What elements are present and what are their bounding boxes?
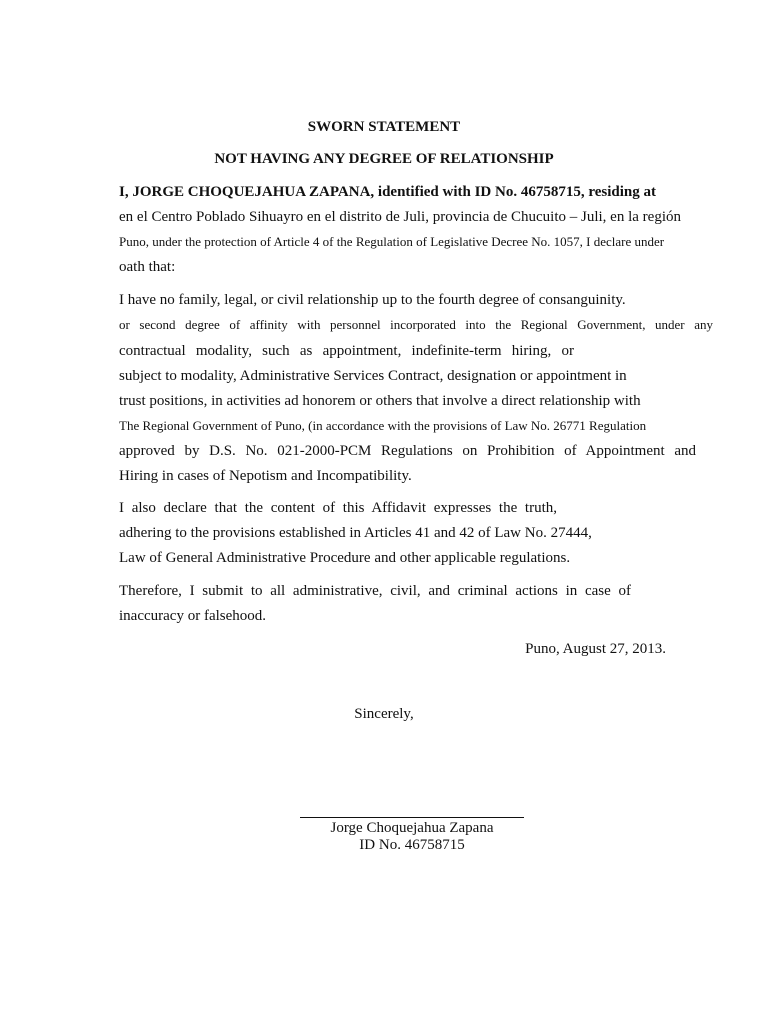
- signature-line: [300, 817, 524, 818]
- document-subtitle: NOT HAVING ANY DEGREE OF RELATIONSHIP: [214, 151, 554, 167]
- paragraph2-line-3: Law of General Administrative Procedure and other applicable regulations.: [119, 550, 571, 566]
- paragraph1-line-2: or second degree of affinity with personnel incorporated into the Regional Government, under any: [119, 317, 713, 332]
- document-title: SWORN STATEMENT: [307, 119, 461, 135]
- intro-line-3: Puno, under the protection of Article 4 of the Regulation of Legislative Decree No. 1057, I declare under: [119, 234, 665, 249]
- closing-salutation: Sincerely,: [354, 706, 414, 722]
- intro-line-1: I, JORGE CHOQUEJAHUA ZAPANA, identified with ID No. 46758715, residing at: [119, 184, 656, 200]
- paragraph2-line-1: I also declare that the content of this Affidavit expresses the truth,: [119, 500, 557, 516]
- paragraph1-line-1: I have no family, legal, or civil relationship up to the fourth degree of consanguinity.: [119, 292, 626, 308]
- paragraph3-line-2: inaccuracy or falsehood.: [119, 608, 267, 624]
- paragraph1-line-5: trust positions, in activities ad honorem or others that involve a direct relationship with: [119, 393, 641, 409]
- paragraph2-line-2: adhering to the provisions established in Articles 41 and 42 of Law No. 27444,: [119, 525, 592, 541]
- signatory-name: Jorge Choquejahua Zapana: [330, 820, 494, 836]
- paragraph1-line-3: contractual modality, such as appointment, indefinite-term hiring, or: [119, 343, 574, 359]
- place-and-date: Puno, August 27, 2013.: [525, 641, 666, 657]
- paragraph1-line-8: Hiring in cases of Nepotism and Incompatibility.: [119, 468, 412, 484]
- intro-line-4: oath that:: [119, 259, 176, 275]
- paragraph3-line-1: Therefore, I submit to all administrative, civil, and criminal actions in case of: [119, 583, 631, 599]
- paragraph1-line-4: subject to modality, Administrative Services Contract, designation or appointment in: [119, 368, 627, 384]
- intro-line-2: en el Centro Poblado Sihuayro en el distrito de Juli, provincia de Chucuito – Juli, en la región: [119, 209, 681, 225]
- paragraph1-line-7: approved by D.S. No. 021-2000-PCM Regulations on Prohibition of Appointment and: [119, 443, 696, 459]
- signatory-id: ID No. 46758715: [359, 837, 465, 853]
- paragraph1-line-6: The Regional Government of Puno, (in accordance with the provisions of Law No. 26771 Regulation: [119, 418, 647, 433]
